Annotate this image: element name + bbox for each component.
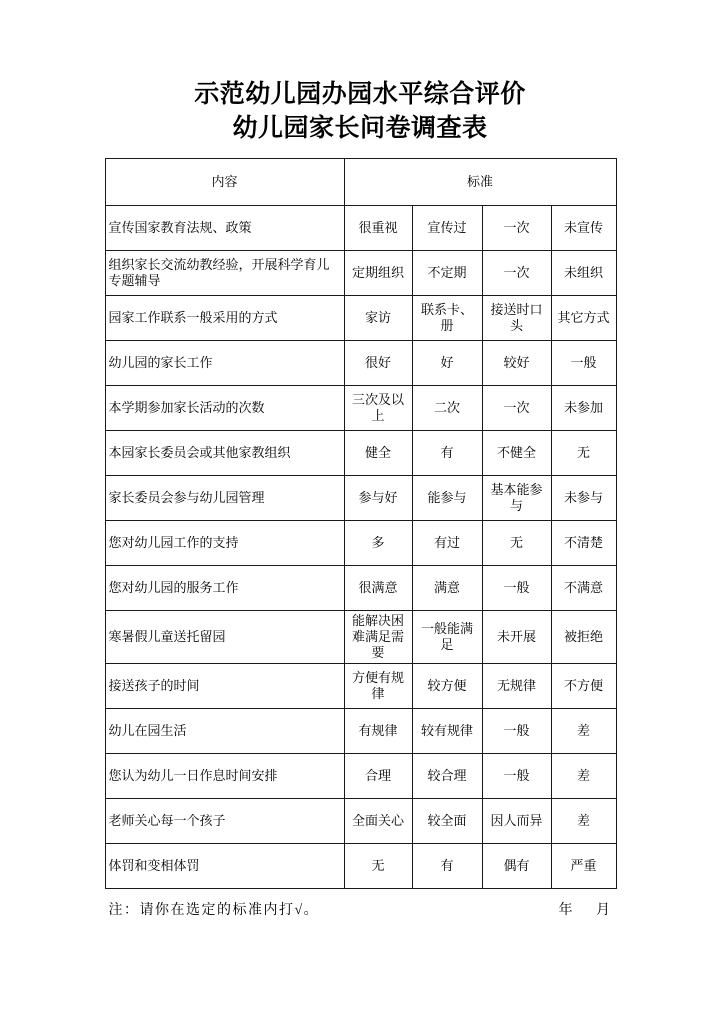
footer-note: 注：请你在选定的标准内打√。 bbox=[108, 903, 320, 918]
option-cell[interactable]: 不满意 bbox=[551, 566, 616, 611]
document-title bbox=[0, 0, 720, 146]
option-cell[interactable]: 方便有规律 bbox=[344, 664, 412, 709]
question-content-cell: 接送孩子的时间 bbox=[105, 664, 344, 709]
question-content-cell: 老师关心每一个孩子 bbox=[105, 799, 344, 844]
option-cell[interactable]: 联系卡、册 bbox=[412, 296, 482, 341]
option-cell[interactable]: 一般 bbox=[482, 754, 551, 799]
table-row bbox=[105, 476, 616, 521]
option-cell[interactable]: 参与好 bbox=[344, 476, 412, 521]
option-cell[interactable]: 较有规律 bbox=[412, 709, 482, 754]
option-cell[interactable]: 差 bbox=[551, 799, 616, 844]
option-cell[interactable]: 一次 bbox=[482, 206, 551, 251]
table-row bbox=[105, 799, 616, 844]
question-content-cell: 您对幼儿园工作的支持 bbox=[105, 521, 344, 566]
option-cell[interactable]: 宣传过 bbox=[412, 206, 482, 251]
option-cell[interactable]: 无 bbox=[482, 521, 551, 566]
option-cell[interactable]: 满意 bbox=[412, 566, 482, 611]
table-row bbox=[105, 296, 616, 341]
table-row bbox=[105, 431, 616, 476]
footer-date bbox=[559, 899, 616, 919]
option-cell[interactable]: 差 bbox=[551, 709, 616, 754]
option-cell[interactable]: 偶有 bbox=[482, 844, 551, 889]
option-cell[interactable]: 不健全 bbox=[482, 431, 551, 476]
question-content-cell: 幼儿在园生活 bbox=[105, 709, 344, 754]
table-row bbox=[105, 566, 616, 611]
option-cell[interactable]: 不方便 bbox=[551, 664, 616, 709]
question-content-cell: 寒暑假儿童送托留园 bbox=[105, 611, 344, 664]
option-cell[interactable]: 很好 bbox=[344, 341, 412, 386]
option-cell[interactable]: 较全面 bbox=[412, 799, 482, 844]
option-cell[interactable]: 定期组织 bbox=[344, 251, 412, 296]
option-cell[interactable]: 基本能参与 bbox=[482, 476, 551, 521]
option-cell[interactable]: 家访 bbox=[344, 296, 412, 341]
option-cell[interactable]: 较合理 bbox=[412, 754, 482, 799]
date-month-label: 月 bbox=[596, 903, 612, 918]
table-row bbox=[105, 206, 616, 251]
option-cell[interactable]: 有过 bbox=[412, 521, 482, 566]
option-cell[interactable]: 因人而异 bbox=[482, 799, 551, 844]
option-cell[interactable]: 严重 bbox=[551, 844, 616, 889]
table-row bbox=[105, 664, 616, 709]
option-cell[interactable]: 其它方式 bbox=[551, 296, 616, 341]
table-header-row bbox=[105, 159, 616, 206]
option-cell[interactable]: 全面关心 bbox=[344, 799, 412, 844]
option-cell[interactable]: 有 bbox=[412, 844, 482, 889]
option-cell[interactable]: 能参与 bbox=[412, 476, 482, 521]
table-row bbox=[105, 709, 616, 754]
option-cell[interactable]: 未宣传 bbox=[551, 206, 616, 251]
option-cell[interactable]: 多 bbox=[344, 521, 412, 566]
option-cell[interactable]: 无规律 bbox=[482, 664, 551, 709]
question-content-cell: 体罚和变相体罚 bbox=[105, 844, 344, 889]
option-cell[interactable]: 一般 bbox=[482, 709, 551, 754]
option-cell[interactable]: 很重视 bbox=[344, 206, 412, 251]
date-year-label: 年 bbox=[558, 903, 574, 918]
option-cell[interactable]: 未参加 bbox=[551, 386, 616, 431]
option-cell[interactable]: 一次 bbox=[482, 386, 551, 431]
table-row bbox=[105, 844, 616, 889]
option-cell[interactable]: 无 bbox=[551, 431, 616, 476]
question-content-cell: 宣传国家教育法规、政策 bbox=[105, 206, 344, 251]
option-cell[interactable]: 健全 bbox=[344, 431, 412, 476]
option-cell[interactable]: 二次 bbox=[412, 386, 482, 431]
option-cell[interactable]: 不定期 bbox=[412, 251, 482, 296]
option-cell[interactable]: 不清楚 bbox=[551, 521, 616, 566]
footer-note-row bbox=[105, 899, 616, 919]
option-cell[interactable]: 无 bbox=[344, 844, 412, 889]
question-content-cell: 家长委员会参与幼儿园管理 bbox=[105, 476, 344, 521]
table-row bbox=[105, 521, 616, 566]
option-cell[interactable]: 一般 bbox=[551, 341, 616, 386]
option-cell[interactable]: 好 bbox=[412, 341, 482, 386]
survey-table-container bbox=[105, 158, 616, 889]
question-content-cell: 本园家长委员会或其他家教组织 bbox=[105, 431, 344, 476]
option-cell[interactable]: 被拒绝 bbox=[551, 611, 616, 664]
option-cell[interactable]: 未组织 bbox=[551, 251, 616, 296]
table-row bbox=[105, 754, 616, 799]
option-cell[interactable]: 较方便 bbox=[412, 664, 482, 709]
option-cell[interactable]: 合理 bbox=[344, 754, 412, 799]
table-row bbox=[105, 386, 616, 431]
option-cell[interactable]: 一次 bbox=[482, 251, 551, 296]
table-row bbox=[105, 341, 616, 386]
question-content-cell: 幼儿园的家长工作 bbox=[105, 341, 344, 386]
title-line-2: 幼儿园家长问卷调查表 bbox=[232, 115, 488, 142]
option-cell[interactable]: 一般 bbox=[482, 566, 551, 611]
survey-table bbox=[105, 158, 617, 889]
header-content: 内容 bbox=[105, 159, 344, 206]
option-cell[interactable]: 有规律 bbox=[344, 709, 412, 754]
table-row bbox=[105, 251, 616, 296]
survey-table-body bbox=[105, 159, 616, 889]
question-content-cell: 您认为幼儿一日作息时间安排 bbox=[105, 754, 344, 799]
option-cell[interactable]: 三次及以上 bbox=[344, 386, 412, 431]
table-row bbox=[105, 611, 616, 664]
question-content-cell: 园家工作联系一般采用的方式 bbox=[105, 296, 344, 341]
question-content-cell: 本学期参加家长活动的次数 bbox=[105, 386, 344, 431]
option-cell[interactable]: 未参与 bbox=[551, 476, 616, 521]
option-cell[interactable]: 较好 bbox=[482, 341, 551, 386]
option-cell[interactable]: 一般能满足 bbox=[412, 611, 482, 664]
option-cell[interactable]: 有 bbox=[412, 431, 482, 476]
option-cell[interactable]: 能解决困难满足需要 bbox=[344, 611, 412, 664]
question-content-cell: 您对幼儿园的服务工作 bbox=[105, 566, 344, 611]
option-cell[interactable]: 很满意 bbox=[344, 566, 412, 611]
question-content-cell: 组织家长交流幼教经验，开展科学育儿专题辅导 bbox=[105, 251, 344, 296]
header-standard: 标准 bbox=[344, 159, 616, 206]
option-cell[interactable]: 未开展 bbox=[482, 611, 551, 664]
option-cell[interactable]: 差 bbox=[551, 754, 616, 799]
title-line-1: 示范幼儿园办园水平综合评价 bbox=[194, 81, 526, 108]
option-cell[interactable]: 接送时口头 bbox=[482, 296, 551, 341]
